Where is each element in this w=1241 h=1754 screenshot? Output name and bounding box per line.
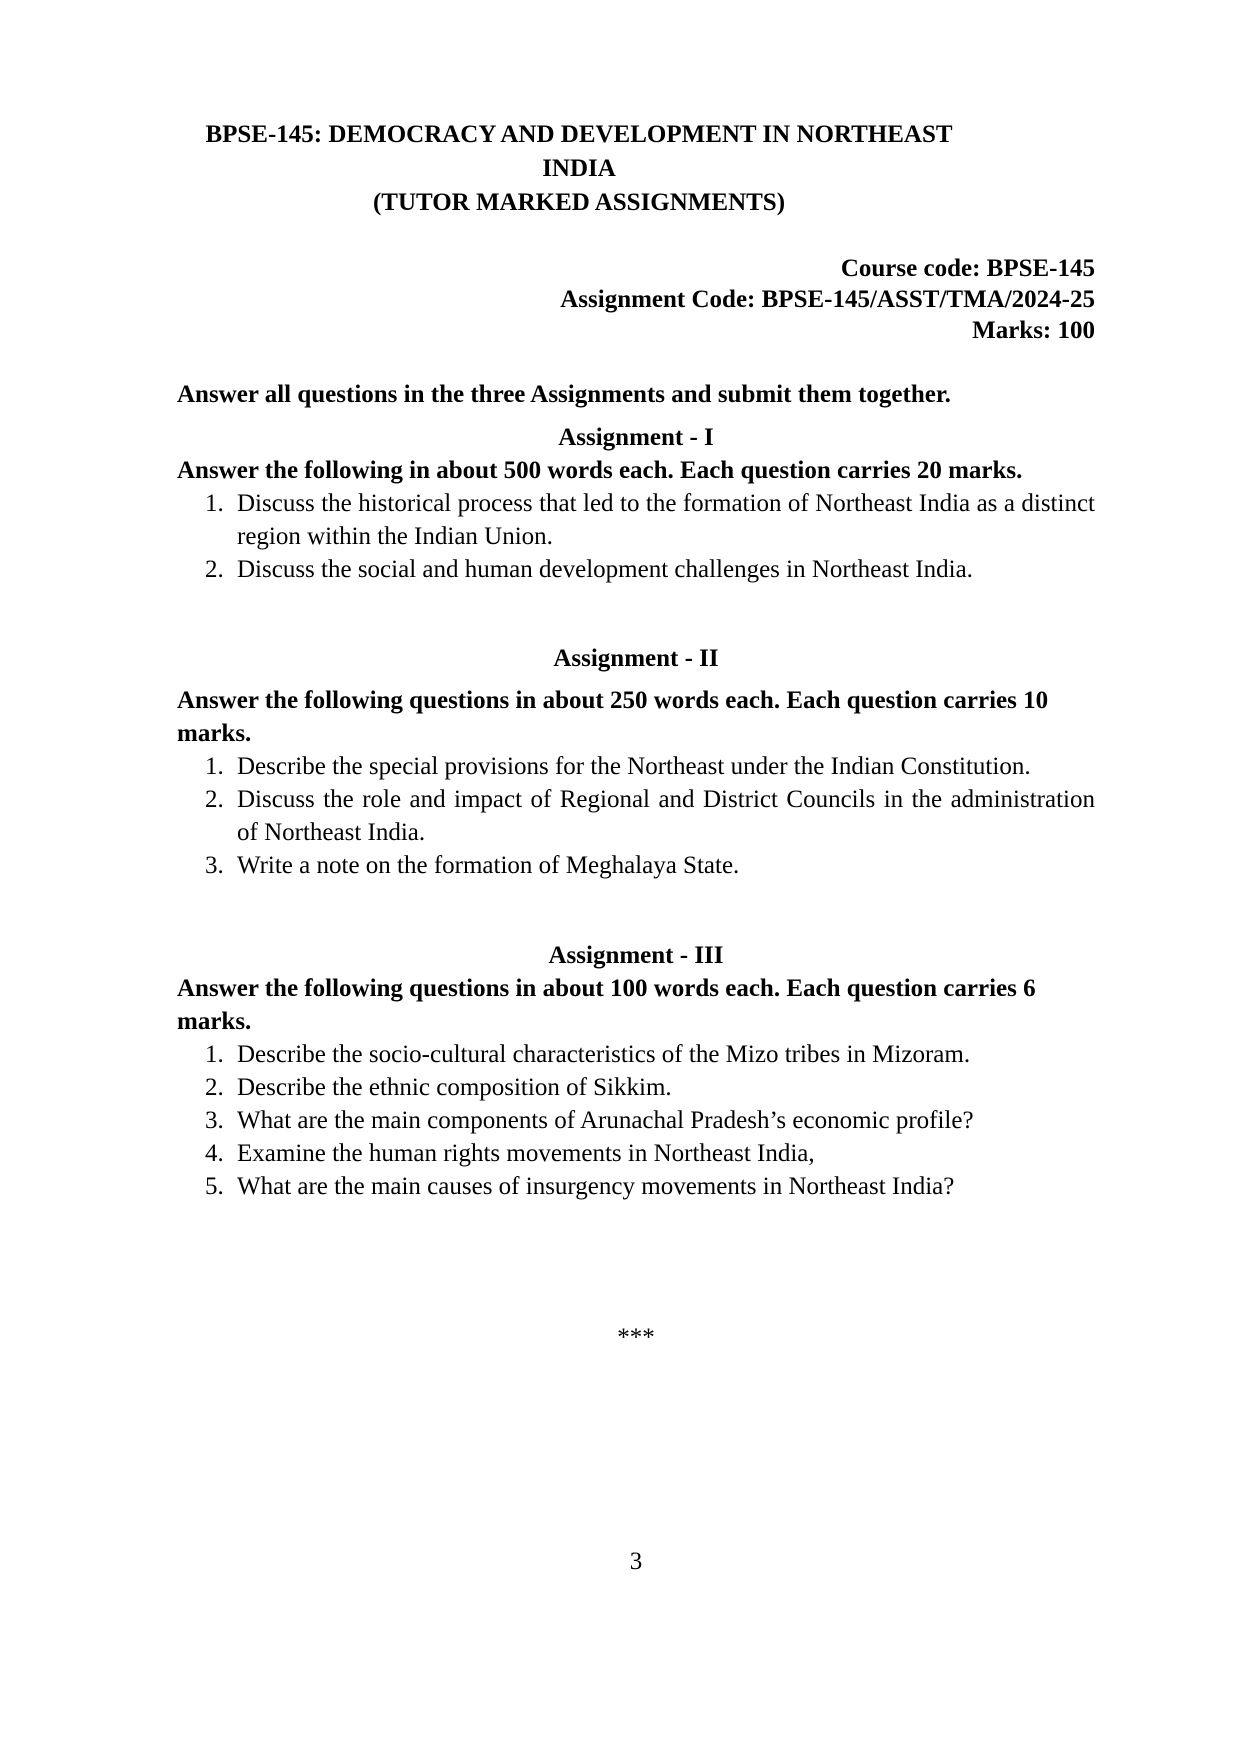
- assignment-1-question-list: [177, 487, 1095, 586]
- document-title-line1: BPSE-145: DEMOCRACY AND DEVELOPMENT IN NORTHEAST INDIA: [205, 121, 953, 182]
- document-content: [177, 118, 1095, 1578]
- question-item: Describe the ethnic composition of Sikkim.: [237, 1074, 672, 1101]
- assignment-2-heading: Assignment - II: [553, 645, 719, 672]
- document-title-line2: (TUTOR MARKED ASSIGNMENTS): [372, 189, 786, 216]
- document-title: [177, 118, 1095, 220]
- question-item: What are the main causes of insurgency movements in Northeast India?: [237, 1173, 955, 1200]
- assignment-2-question-list: [177, 750, 1095, 882]
- total-marks: Marks: 100: [972, 317, 1095, 344]
- assignment-2-description: Answer the following questions in about 250 words each. Each question carries 10 marks.: [177, 687, 1049, 747]
- general-instruction: Answer all questions in the three Assignments and submit them together.: [177, 381, 951, 408]
- assignment-3-heading: Assignment - III: [548, 942, 724, 969]
- page-number: 3: [629, 1548, 643, 1575]
- assignment-1-description: Answer the following in about 500 words each. Each question carries 20 marks.: [177, 457, 1023, 484]
- question-item: What are the main components of Arunachal Pradesh’s economic profile?: [237, 1107, 974, 1134]
- assignment-3-question-list: [177, 1038, 1095, 1203]
- assignment-1-heading: Assignment - I: [558, 424, 714, 451]
- question-item: Examine the human rights movements in Northeast India,: [237, 1140, 815, 1167]
- question-item: Discuss the social and human development challenges in Northeast India.: [237, 556, 973, 583]
- assignment-code: Assignment Code: BPSE-145/ASST/TMA/2024-25: [560, 286, 1095, 313]
- question-item: Discuss the role and impact of Regional and District Councils in the administration of Northeast India.: [237, 786, 1095, 846]
- question-item: Describe the socio-cultural characteristics of the Mizo tribes in Mizoram.: [237, 1041, 971, 1068]
- question-item: Describe the special provisions for the Northeast under the Indian Constitution.: [237, 753, 1031, 780]
- course-code: Course code: BPSE-145: [840, 255, 1095, 282]
- header-codes: [177, 253, 1095, 346]
- assignment-3-description: Answer the following questions in about 100 words each. Each question carries 6 marks.: [177, 975, 1036, 1035]
- end-of-document-marker: ***: [617, 1324, 655, 1351]
- question-item: Write a note on the formation of Meghalaya State.: [237, 852, 740, 879]
- question-item: Discuss the historical process that led to the formation of Northeast India as a distinct region within the Indian Union.: [237, 490, 1095, 550]
